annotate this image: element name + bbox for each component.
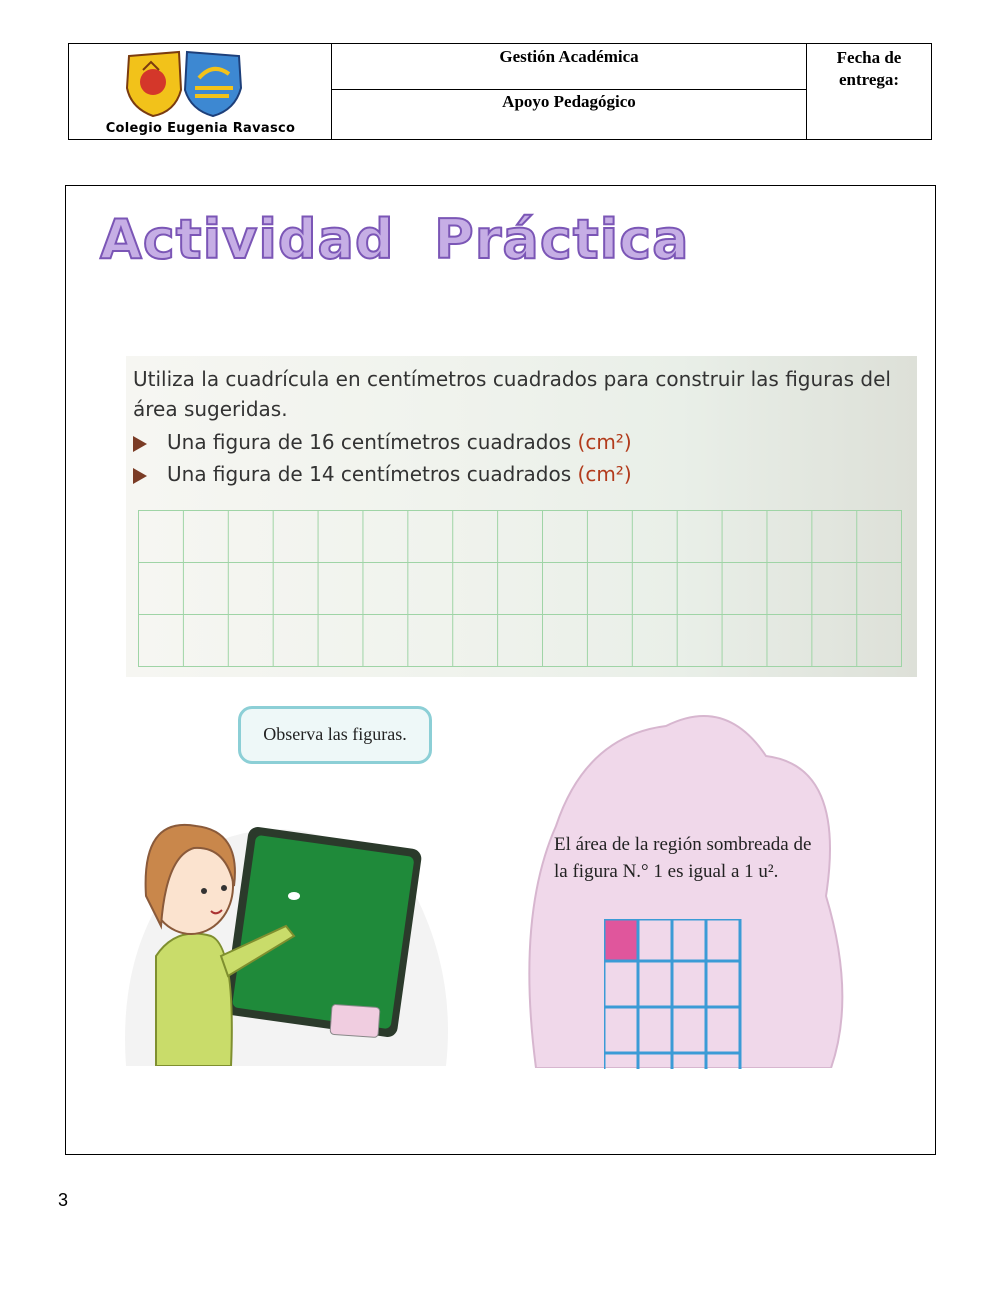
speech-bubble: Observa las figuras. <box>238 706 432 764</box>
school-shields-logo <box>123 48 245 118</box>
unit-square-grid <box>604 919 744 1069</box>
school-name: Colegio Eugenia Ravasco <box>105 121 296 136</box>
shaded-square <box>604 919 638 961</box>
item-unit: (cm²) <box>577 462 632 486</box>
list-item <box>133 462 632 486</box>
textbook-excerpt <box>126 356 917 677</box>
bullet-triangle-icon <box>133 436 147 452</box>
bullet-triangle-icon <box>133 468 147 484</box>
due-date-label: Fecha de entrega: <box>836 48 902 89</box>
list-item <box>133 430 632 454</box>
activity-box <box>65 185 936 1155</box>
item-text: Una figura de 14 centímetros cuadrados <box>167 462 578 486</box>
header-middle <box>332 44 807 139</box>
support-label: Apoyo Pedagógico <box>502 92 636 111</box>
area-note: El área de la región sombreada de la figura N.° 1 es igual a 1 u². <box>554 834 812 882</box>
school-logo-cell <box>69 44 332 139</box>
document-header <box>68 43 932 140</box>
centimeter-grid <box>138 510 902 667</box>
page-number: 3 <box>58 1190 69 1210</box>
management-label: Gestión Académica <box>332 44 806 90</box>
activity-title: Actividad Práctica <box>100 208 690 271</box>
teacher-illustration <box>116 776 456 1066</box>
instruction-text: Utiliza la cuadrícula en centímetros cuadrados para construir las figuras del área sugeridas. <box>133 367 891 421</box>
item-unit: (cm²) <box>577 430 632 454</box>
item-text: Una figura de 16 centímetros cuadrados <box>167 430 578 454</box>
